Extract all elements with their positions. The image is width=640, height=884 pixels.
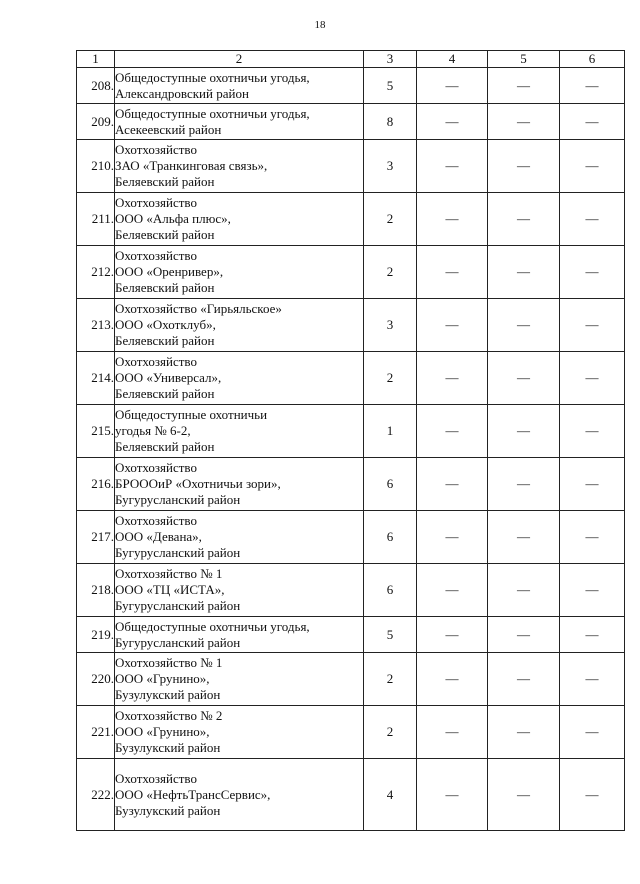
- empty-cell: [488, 653, 560, 706]
- table-row: [77, 140, 625, 193]
- empty-cell: [560, 706, 625, 759]
- row-value: 4: [364, 759, 417, 831]
- table-row: [77, 511, 625, 564]
- empty-cell: [417, 352, 488, 405]
- dash-mark: —: [445, 671, 459, 686]
- dash-mark: —: [585, 317, 599, 332]
- empty-cell: [488, 458, 560, 511]
- row-number: 209.: [77, 104, 115, 140]
- dash-mark: —: [445, 370, 459, 385]
- row-value: 2: [364, 653, 417, 706]
- row-number: 220.: [77, 653, 115, 706]
- dash-mark: —: [585, 77, 599, 93]
- dash-mark: —: [585, 529, 599, 544]
- column-header: 2: [115, 51, 364, 68]
- dash-mark: —: [445, 423, 459, 438]
- dash-mark: —: [517, 476, 530, 491]
- row-number: 210.: [77, 140, 115, 193]
- row-value: 2: [364, 246, 417, 299]
- empty-cell: [488, 405, 560, 458]
- row-name: Охотхозяйство ООО «Девана», Бугурусланский район: [115, 511, 364, 564]
- column-header: 3: [364, 51, 417, 68]
- row-name: Охотхозяйство ООО «Универсал», Беляевский район: [115, 352, 364, 405]
- empty-cell: [560, 193, 625, 246]
- empty-cell: [488, 352, 560, 405]
- row-value: 2: [364, 193, 417, 246]
- dash-mark: —: [517, 671, 530, 686]
- row-number: 216.: [77, 458, 115, 511]
- empty-cell: [488, 68, 560, 104]
- dash-mark: —: [517, 370, 530, 385]
- empty-cell: [488, 299, 560, 352]
- table-row: [77, 617, 625, 653]
- empty-cell: [417, 299, 488, 352]
- row-name: Охотхозяйство № 1 ООО «Грунино», Бузулукский район: [115, 653, 364, 706]
- empty-cell: [488, 140, 560, 193]
- empty-cell: [488, 104, 560, 140]
- row-name: Охотхозяйство № 1 ООО «ТЦ «ИСТА», Бугурусланский район: [115, 564, 364, 617]
- row-number: 215.: [77, 405, 115, 458]
- row-value: 3: [364, 140, 417, 193]
- empty-cell: [417, 617, 488, 653]
- dash-mark: —: [585, 671, 599, 686]
- empty-cell: [417, 68, 488, 104]
- dash-mark: —: [585, 370, 599, 385]
- dash-mark: —: [517, 113, 530, 129]
- table-row: [77, 405, 625, 458]
- empty-cell: [560, 68, 625, 104]
- row-name: Охотхозяйство ООО «Альфа плюс», Беляевский район: [115, 193, 364, 246]
- dash-mark: —: [445, 786, 459, 802]
- dash-mark: —: [445, 626, 459, 642]
- table-row: [77, 706, 625, 759]
- row-number: 212.: [77, 246, 115, 299]
- row-name: Охотхозяйство БРОООиР «Охотничьи зори», Бугурусланский район: [115, 458, 364, 511]
- dash-mark: —: [517, 264, 530, 279]
- row-name: Общедоступные охотничьи угодья № 6-2, Беляевский район: [115, 405, 364, 458]
- dash-mark: —: [517, 529, 530, 544]
- empty-cell: [488, 617, 560, 653]
- dash-mark: —: [445, 529, 459, 544]
- dash-mark: —: [517, 626, 530, 642]
- column-header: 4: [417, 51, 488, 68]
- empty-cell: [417, 140, 488, 193]
- table-row: [77, 104, 625, 140]
- dash-mark: —: [585, 113, 599, 129]
- row-number: 219.: [77, 617, 115, 653]
- row-number: 221.: [77, 706, 115, 759]
- dash-mark: —: [445, 211, 459, 226]
- dash-mark: —: [517, 582, 530, 597]
- empty-cell: [417, 246, 488, 299]
- dash-mark: —: [445, 317, 459, 332]
- table-row: [77, 352, 625, 405]
- empty-cell: [417, 104, 488, 140]
- empty-cell: [560, 352, 625, 405]
- table-row: [77, 458, 625, 511]
- dash-mark: —: [585, 724, 599, 739]
- dash-mark: —: [585, 786, 599, 802]
- table-row: [77, 299, 625, 352]
- column-header: 5: [488, 51, 560, 68]
- row-number: 218.: [77, 564, 115, 617]
- dash-mark: —: [517, 724, 530, 739]
- empty-cell: [560, 140, 625, 193]
- dash-mark: —: [517, 423, 530, 438]
- row-value: 6: [364, 511, 417, 564]
- dash-mark: —: [517, 211, 530, 226]
- row-value: 6: [364, 564, 417, 617]
- empty-cell: [417, 458, 488, 511]
- row-name: Охотхозяйство ООО «Оренривер», Беляевский район: [115, 246, 364, 299]
- empty-cell: [560, 653, 625, 706]
- dash-mark: —: [585, 476, 599, 491]
- dash-mark: —: [585, 582, 599, 597]
- empty-cell: [560, 405, 625, 458]
- empty-cell: [417, 511, 488, 564]
- row-name: Общедоступные охотничьи угодья, Бугурусланский район: [115, 617, 364, 653]
- row-value: 5: [364, 617, 417, 653]
- dash-mark: —: [445, 158, 459, 173]
- row-value: 3: [364, 299, 417, 352]
- empty-cell: [488, 193, 560, 246]
- dash-mark: —: [517, 317, 530, 332]
- table-row: [77, 246, 625, 299]
- empty-cell: [488, 759, 560, 831]
- empty-cell: [560, 511, 625, 564]
- empty-cell: [560, 299, 625, 352]
- row-number: 208.: [77, 68, 115, 104]
- empty-cell: [488, 246, 560, 299]
- empty-cell: [560, 564, 625, 617]
- empty-cell: [560, 759, 625, 831]
- empty-cell: [488, 511, 560, 564]
- dash-mark: —: [445, 264, 459, 279]
- row-number: 217.: [77, 511, 115, 564]
- empty-cell: [560, 617, 625, 653]
- dash-mark: —: [517, 158, 530, 173]
- dash-mark: —: [585, 423, 599, 438]
- row-name: Общедоступные охотничьи угодья, Асекеевский район: [115, 104, 364, 140]
- row-name: Охотхозяйство № 2 ООО «Грунино», Бузулукский район: [115, 706, 364, 759]
- dash-mark: —: [517, 77, 530, 93]
- row-value: 1: [364, 405, 417, 458]
- row-number: 211.: [77, 193, 115, 246]
- dash-mark: —: [585, 264, 599, 279]
- dash-mark: —: [585, 626, 599, 642]
- row-value: 2: [364, 352, 417, 405]
- dash-mark: —: [445, 476, 459, 491]
- empty-cell: [560, 246, 625, 299]
- row-name: Охотхозяйство ООО «НефтьТрансСервис», Бузулукский район: [115, 759, 364, 831]
- row-name: Общедоступные охотничьи угодья, Александровский район: [115, 68, 364, 104]
- dash-mark: —: [445, 113, 459, 129]
- empty-cell: [417, 405, 488, 458]
- empty-cell: [417, 564, 488, 617]
- row-value: 2: [364, 706, 417, 759]
- column-header: 1: [77, 51, 115, 68]
- table-row: [77, 68, 625, 104]
- dash-mark: —: [585, 158, 599, 173]
- row-value: 6: [364, 458, 417, 511]
- empty-cell: [560, 458, 625, 511]
- row-number: 222.: [77, 759, 115, 831]
- empty-cell: [417, 653, 488, 706]
- empty-cell: [488, 564, 560, 617]
- row-name: Охотхозяйство «Гирьяльское» ООО «Охотклуб», Беляевский район: [115, 299, 364, 352]
- row-name: Охотхозяйство ЗАО «Транкинговая связь», Беляевский район: [115, 140, 364, 193]
- dash-mark: —: [445, 77, 459, 93]
- table-header-row: [77, 51, 625, 68]
- empty-cell: [560, 104, 625, 140]
- hunting-grounds-table: [76, 50, 625, 831]
- table-row: [77, 653, 625, 706]
- dash-mark: —: [517, 786, 530, 802]
- row-number: 213.: [77, 299, 115, 352]
- row-value: 5: [364, 68, 417, 104]
- row-value: 8: [364, 104, 417, 140]
- column-header: 6: [560, 51, 625, 68]
- empty-cell: [417, 193, 488, 246]
- empty-cell: [417, 759, 488, 831]
- row-number: 214.: [77, 352, 115, 405]
- table-row: [77, 759, 625, 831]
- page-number: 18: [314, 19, 326, 31]
- table-row: [77, 564, 625, 617]
- empty-cell: [417, 706, 488, 759]
- table-row: [77, 193, 625, 246]
- dash-mark: —: [585, 211, 599, 226]
- dash-mark: —: [445, 582, 459, 597]
- empty-cell: [488, 706, 560, 759]
- dash-mark: —: [445, 724, 459, 739]
